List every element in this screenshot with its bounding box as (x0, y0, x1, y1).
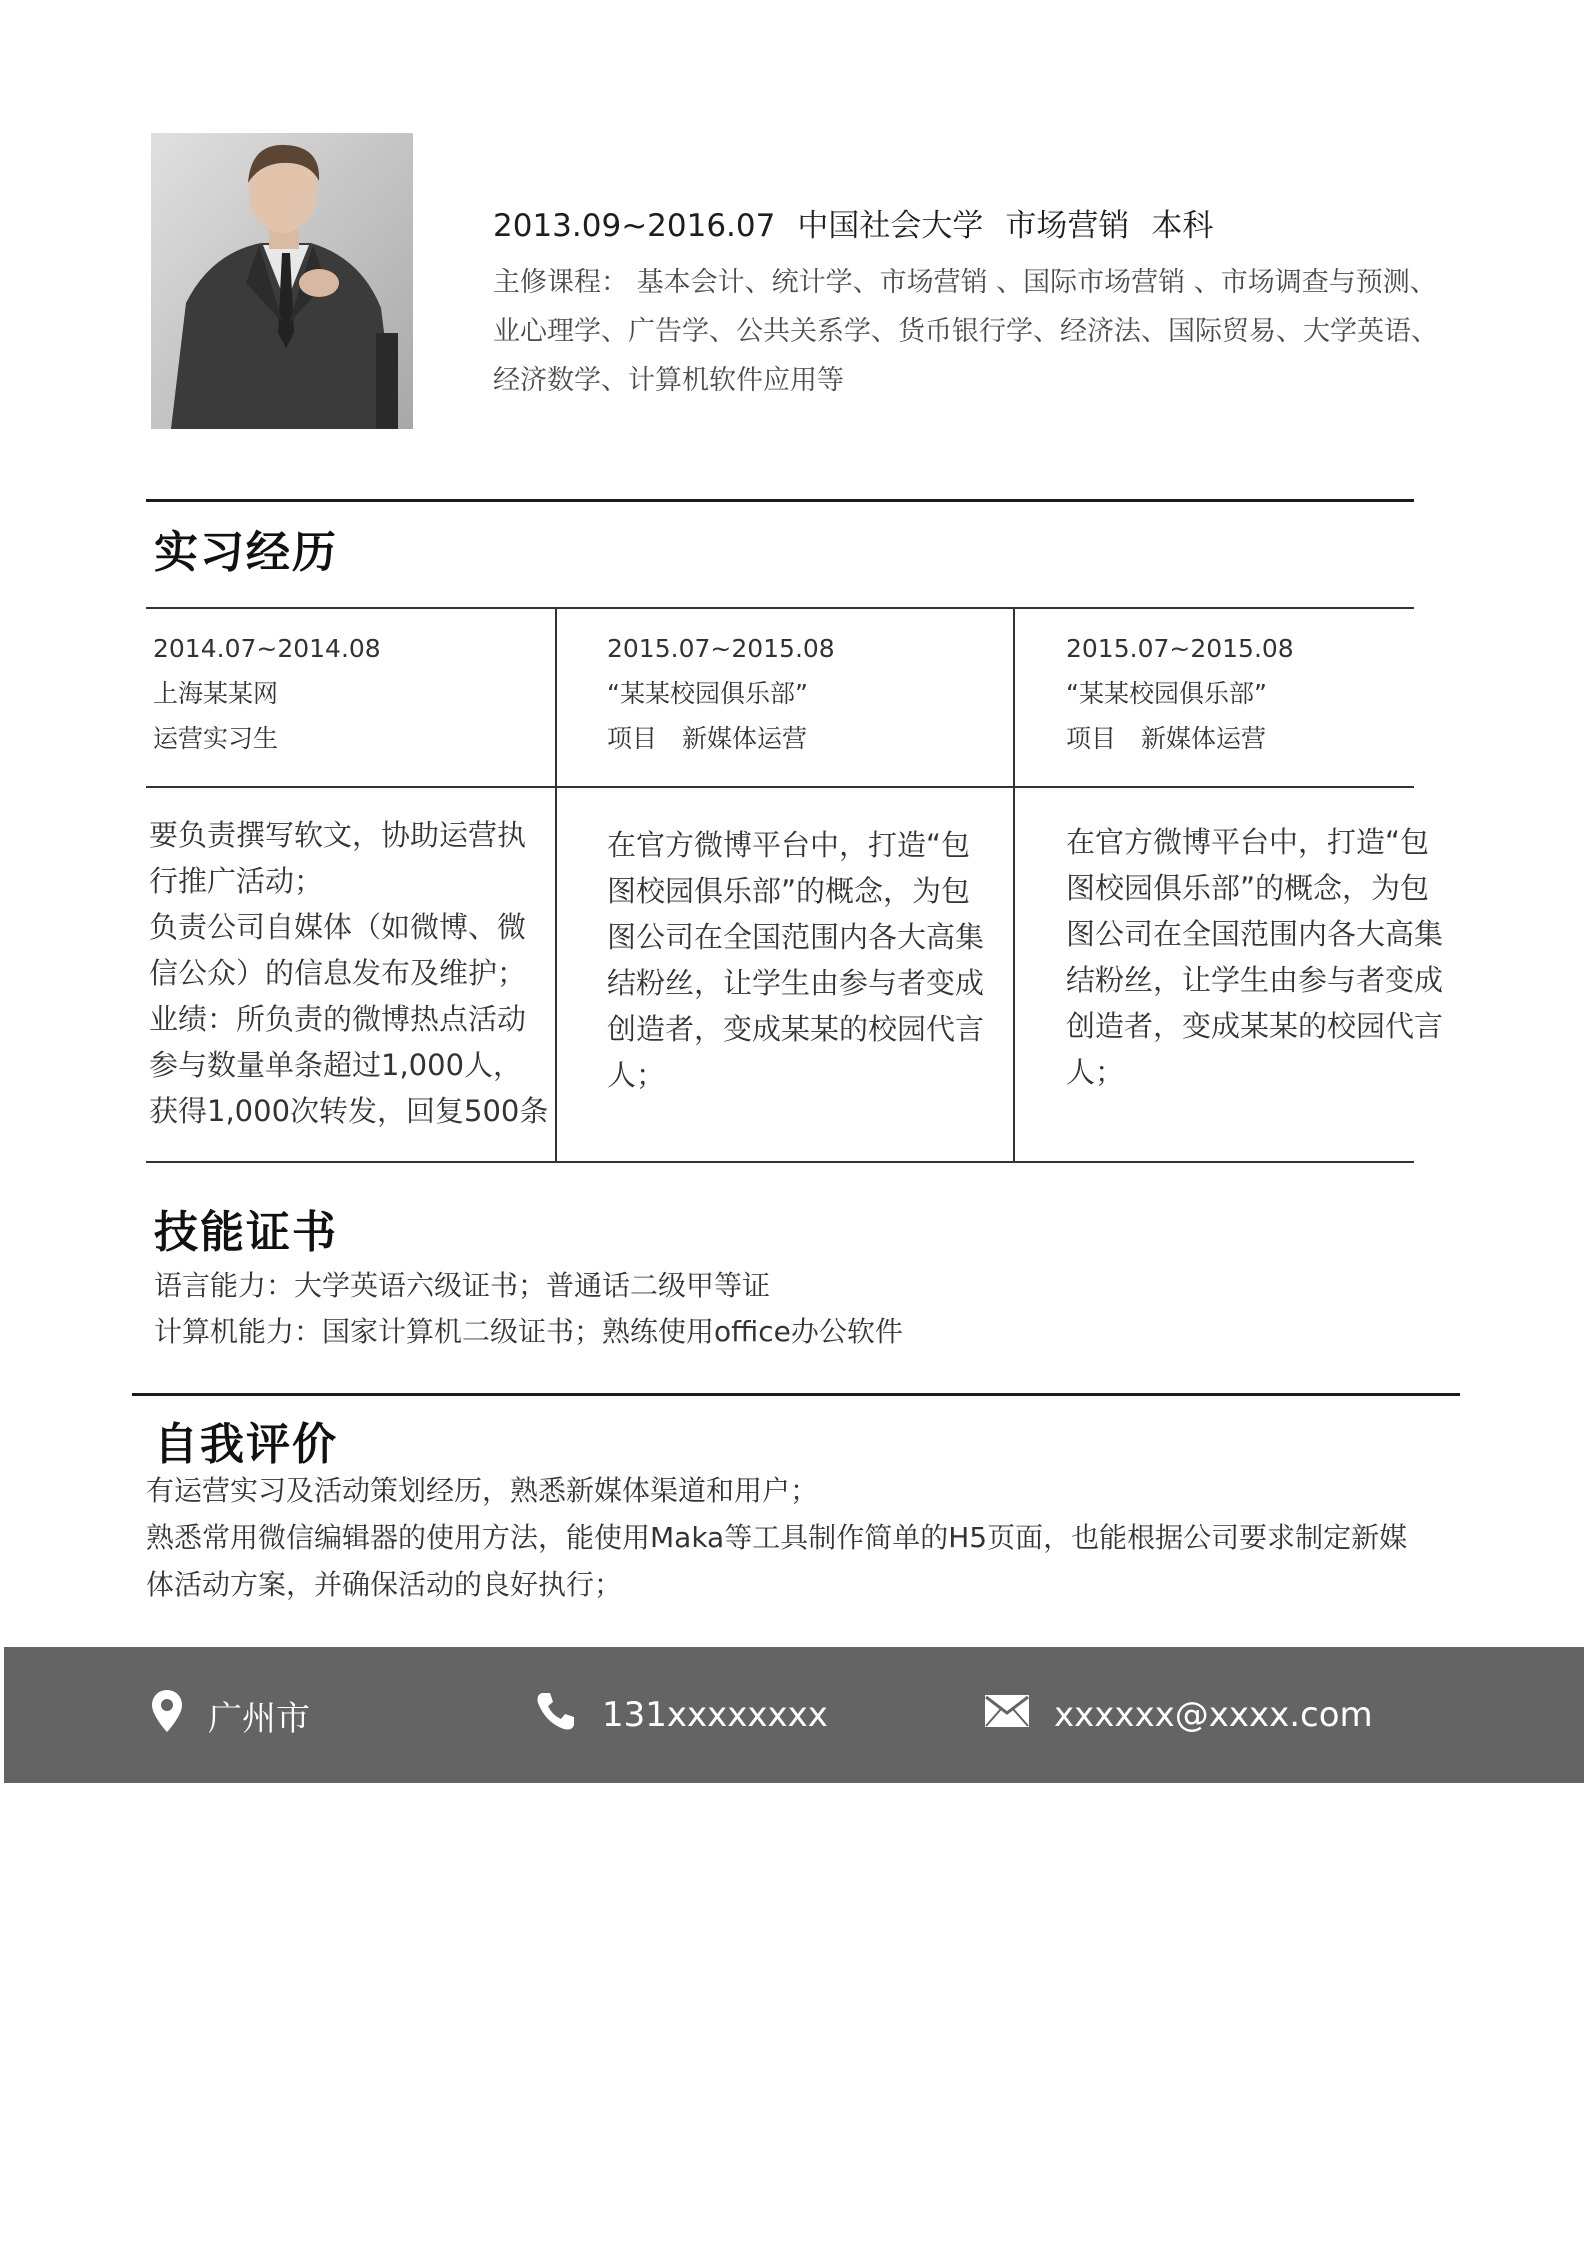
table-mid-line (146, 786, 1414, 788)
skills-title: 技能证书 (154, 1207, 338, 1258)
body-line: 结粉丝，让学生由参与者变成 (607, 966, 985, 1000)
education-major: 市场营销 (1005, 208, 1130, 244)
body-line: 获得1,000次转发，回复500条 (149, 1094, 549, 1128)
mail-icon (984, 1694, 1054, 1737)
internship-2-body (607, 822, 1007, 1098)
education-courses (493, 258, 1453, 405)
internship-role: 项目 新媒体运营 (607, 724, 808, 753)
internship-title: 实习经历 (154, 527, 338, 578)
body-line: 行推广活动； (149, 864, 324, 898)
body-line: 创造者，变成某某的校园代言 (1066, 1009, 1444, 1043)
internship-org: 上海某某网 (153, 679, 279, 708)
body-line: 信公众）的信息发布及维护； (149, 956, 527, 990)
contact-phone[interactable] (534, 1647, 828, 1783)
internship-org: “某某校园俱乐部” (1066, 679, 1267, 708)
body-line: 在官方微博平台中，打造“包 (1066, 825, 1430, 859)
body-line: 结粉丝，让学生由参与者变成 (1066, 963, 1444, 997)
skill-computer: 计算机能力：国家计算机二级证书；熟练使用office办公软件 (154, 1315, 903, 1348)
table-bottom-line (146, 1161, 1414, 1163)
internship-role: 运营实习生 (153, 724, 279, 753)
location-pin-icon (150, 1688, 208, 1743)
courses-line: 主修课程： 基本会计、统计学、市场营销 、国际市场营销 、市场调查与预测、 (493, 267, 1437, 298)
section-divider (146, 499, 1414, 502)
internship-3-body (1066, 819, 1466, 1095)
email-text[interactable]: xxxxxx@xxxx.com (1054, 1695, 1373, 1735)
body-line: 在官方微博平台中，打造“包 (607, 828, 971, 862)
internship-3-header (1066, 626, 1406, 761)
internship-org: “某某校园俱乐部” (607, 679, 808, 708)
body-line: 业绩：所负责的微博热点活动 (149, 1002, 527, 1036)
body-line: 人； (607, 1058, 666, 1092)
skills-list (154, 1263, 1354, 1355)
phone-icon (534, 1689, 602, 1742)
self-eval-title: 自我评价 (154, 1419, 338, 1470)
education-header (493, 200, 1235, 245)
education-school: 中国社会大学 (797, 208, 984, 244)
body-line: 图公司在全国范围内各大高集 (607, 920, 985, 954)
body-line: 要负责撰写软文，协助运营执 (149, 818, 527, 852)
skill-language: 语言能力：大学英语六级证书；普通话二级甲等证 (154, 1269, 771, 1302)
contact-email[interactable] (984, 1647, 1373, 1783)
contact-city (150, 1647, 310, 1783)
internship-2-header (607, 626, 997, 761)
body-line: 负责公司自媒体（如微博、微 (149, 910, 527, 944)
phone-text[interactable]: 131xxxxxxxx (602, 1695, 828, 1735)
body-line: 图校园俱乐部”的概念，为包 (607, 874, 971, 908)
courses-line: 经济数学、计算机软件应用等 (493, 365, 844, 396)
eval-line: 有运营实习及活动策划经历，熟悉新媒体渠道和用户； (146, 1474, 819, 1507)
column-divider (1013, 607, 1015, 1163)
internship-date: 2014.07~2014.08 (153, 634, 381, 663)
internship-role: 项目 新媒体运营 (1066, 724, 1267, 753)
section-divider (132, 1393, 1460, 1396)
body-line: 图公司在全国范围内各大高集 (1066, 917, 1444, 951)
eval-line: 熟悉常用微信编辑器的使用方法，能使用Maka等工具制作简单的H5页面，也能根据公司要求制定新媒 (146, 1521, 1408, 1554)
body-line: 参与数量单条超过1,000人， (149, 1048, 523, 1082)
contact-bar (4, 1647, 1584, 1783)
column-divider (555, 607, 557, 1163)
internship-date: 2015.07~2015.08 (1066, 634, 1294, 663)
education-period: 2013.09~2016.07 (493, 208, 776, 244)
self-eval-text (146, 1467, 1446, 1608)
city-text: 广州市 (208, 1698, 310, 1739)
internship-date: 2015.07~2015.08 (607, 634, 835, 663)
eval-line: 体活动方案，并确保活动的良好执行； (146, 1568, 623, 1601)
courses-line: 业心理学、广告学、公共关系学、货币银行学、经济法、国际贸易、大学英语、 (493, 316, 1438, 347)
internship-1-header (153, 626, 543, 761)
table-top-line (146, 607, 1414, 609)
education-degree: 本科 (1151, 208, 1214, 244)
body-line: 图校园俱乐部”的概念，为包 (1066, 871, 1430, 905)
body-line: 创造者，变成某某的校园代言 (607, 1012, 985, 1046)
profile-photo (151, 133, 413, 429)
internship-1-body (149, 812, 549, 1134)
body-line: 人； (1066, 1055, 1125, 1089)
